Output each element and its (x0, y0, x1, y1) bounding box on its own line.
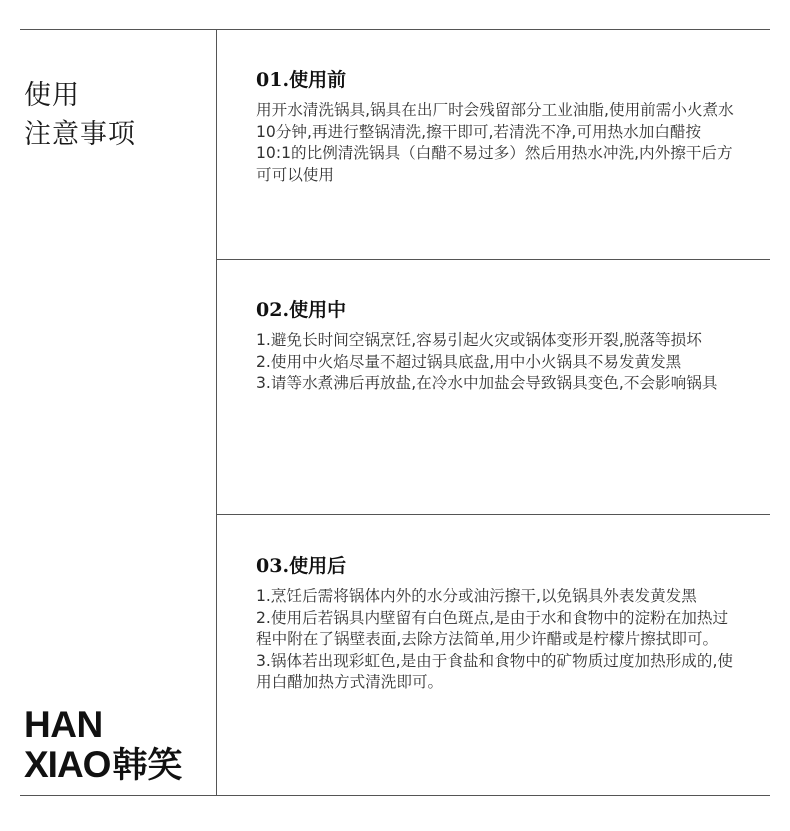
paragraph: 3.锅体若出现彩虹色,是由于食盐和食物中的矿物质过度加热形成的,使用白醋加热方式清洗即可。 (256, 651, 734, 691)
section-divider-1 (216, 259, 770, 260)
section-body (256, 586, 736, 694)
section-after-use (256, 554, 736, 694)
side-title-line1: 使用 (24, 80, 80, 111)
paragraph: 1.避免长时间空锅烹饪,容易引起火灾或锅体变形开裂,脱落等损坏 (256, 331, 702, 349)
paragraph: 2.使用后若锅具内壁留有白色斑点,是由于水和食物中的淀粉在加热过程中附在了锅壁表面,去除方法简单,用少许醋或是柠檬片擦拭即可。 (256, 608, 729, 648)
paragraph: 2.使用中火焰尽量不超过锅具底盘,用中小火锅具不易发黄发黑 (256, 352, 682, 371)
section-before-use (256, 68, 736, 186)
brand-logo (24, 706, 182, 787)
logo-latin: XIAO (24, 744, 111, 785)
logo-line2 (24, 744, 182, 787)
section-title: 使用前 (289, 69, 347, 91)
side-title-line2: 注意事项 (24, 119, 136, 150)
section-title: 使用后 (289, 555, 347, 577)
section-number: 02. (256, 299, 290, 321)
section-number: 03. (256, 555, 290, 577)
section-heading (256, 554, 736, 578)
paragraph: 1.烹饪后需将锅体内外的水分或油污擦干,以免锅具外表发黄发黑 (256, 587, 697, 605)
section-body (256, 330, 736, 395)
paragraph: 3.请等水煮沸后再放盐,在冷水中加盐会导致锅具变色,不会影响锅具 (256, 374, 718, 392)
section-heading (256, 298, 736, 322)
section-heading (256, 68, 736, 92)
section-body (256, 100, 736, 186)
side-title (24, 76, 136, 154)
column-divider (216, 29, 217, 795)
section-during-use (256, 298, 736, 395)
paragraph: 用开水清洗锅具,锅具在出厂时会残留部分工业油脂,使用前需小火煮水10分钟,再进行整锅清洗,擦干即可,若清洗不净,可用热水加白醋按10:1的比例清洗锅具（白醋不易过多）然后用热水冲洗,内外擦干后方可可以使用 (256, 101, 734, 184)
section-title: 使用中 (289, 299, 347, 321)
logo-line1: HAN (24, 704, 103, 745)
top-border (20, 29, 770, 30)
bottom-border (20, 795, 770, 796)
section-divider-2 (216, 514, 770, 515)
section-number: 01. (256, 69, 290, 91)
logo-chinese: 韩笑 (112, 746, 183, 786)
